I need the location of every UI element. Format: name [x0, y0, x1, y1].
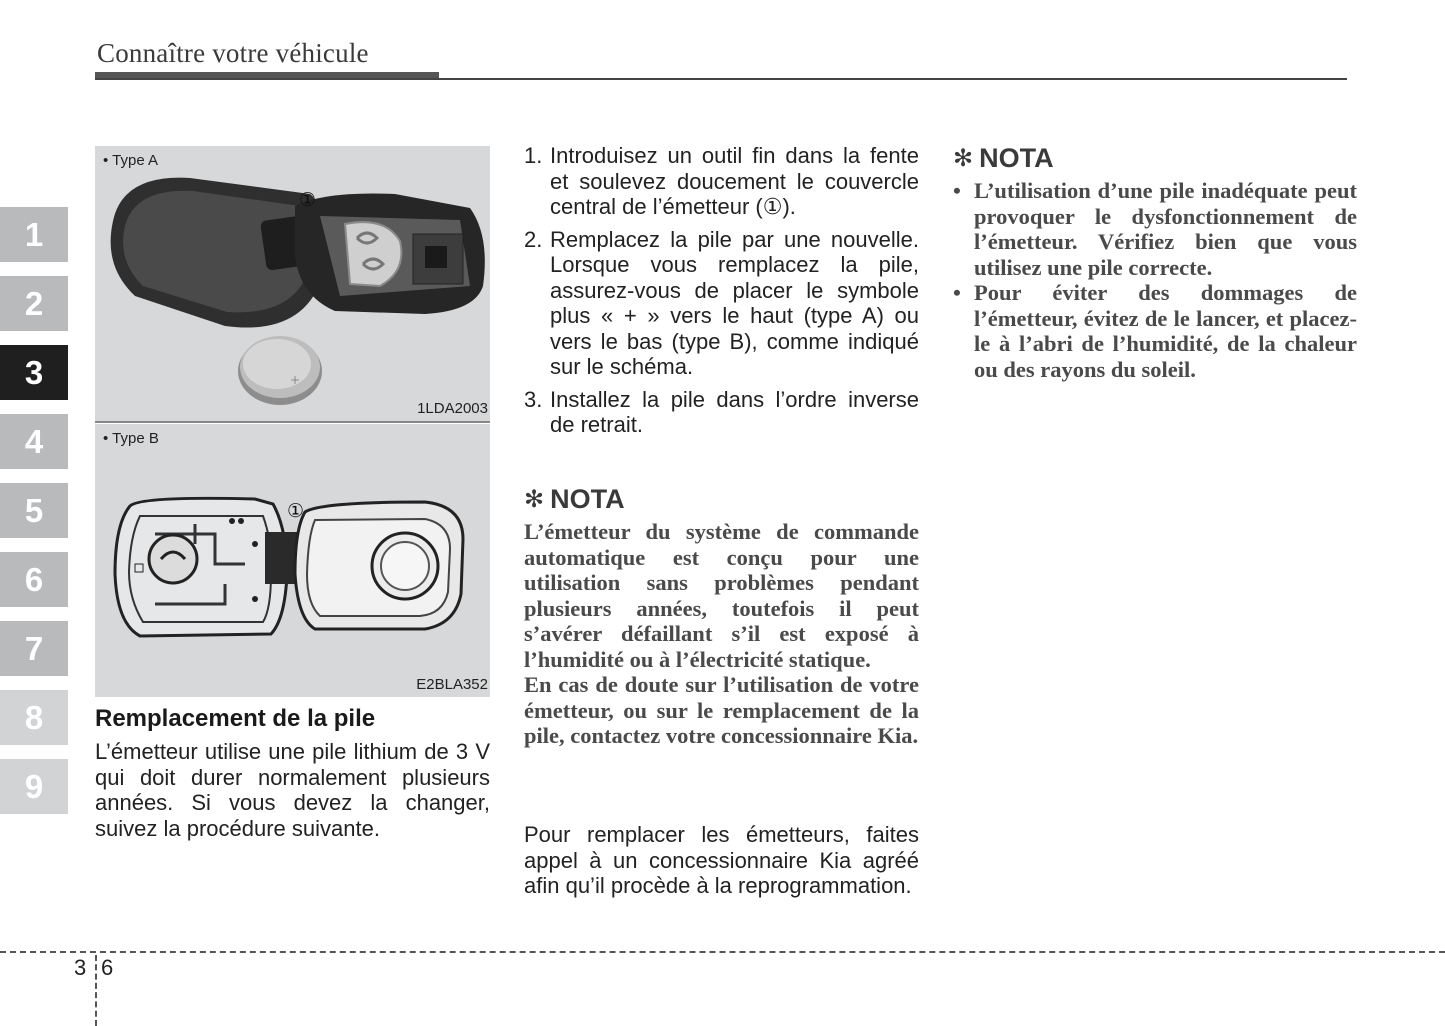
reprogramming-text: Pour remplacer les émetteurs, faites appel à un concessionnaire Kia agréé afin qu’il procède à la reprogrammation. — [524, 822, 919, 898]
nota-title-text: NOTA — [979, 143, 1054, 173]
battery-replacement-section — [95, 705, 490, 841]
header-rule — [95, 78, 1347, 80]
chapter-tab-6[interactable]: 6 — [0, 552, 68, 607]
nota-paragraph-1: L’émetteur du système de commande automatique est conçu pour une utilisation sans problèmes pendant plusieurs années, toutefois il peut s’avérer défaillant s’il est exposé à l’humidité ou à l’électricité statique. — [524, 519, 919, 672]
nota-bullet-text: L’utilisation d’une pile inadéquate peut provoquer le dysfonctionnement de l’émetteur. Vérifiez bien que vous utilisez une pile correcte. — [974, 178, 1357, 280]
page-number: 6 — [101, 955, 114, 980]
figure-a-code: 1LDA2003 — [417, 400, 488, 417]
chapter-tab-9[interactable]: 9 — [0, 759, 68, 814]
chapter-tab-7[interactable]: 7 — [0, 621, 68, 676]
step-2 — [524, 227, 919, 380]
nota-bullet-2 — [953, 280, 1357, 382]
figure-type-b — [95, 424, 490, 697]
figure-a-label: • Type A — [103, 152, 159, 169]
figure-b-label: • Type B — [103, 430, 159, 447]
figure-b-callout: ① — [287, 501, 305, 522]
step-number: 2. — [524, 226, 543, 252]
step-1 — [524, 143, 919, 220]
nota-title-text: NOTA — [550, 484, 625, 514]
nota-paragraph-2: En cas de doute sur l’utilisation de votre émetteur, ou sur le remplacement de la pile, contactez votre concessionnaire Kia. — [524, 672, 919, 748]
figure-a-callout: ① — [299, 190, 317, 211]
page-header-title: Connaître votre véhicule — [97, 38, 369, 68]
nota-title — [953, 143, 1357, 174]
svg-text:+: + — [290, 373, 301, 387]
key-fob-type-a-illustration — [95, 146, 490, 421]
asterisk-icon: ✻ — [953, 145, 974, 172]
chapter-tab-3[interactable]: 3 — [0, 345, 68, 400]
nota-bullet-1 — [953, 178, 1357, 280]
step-text: Remplacez la pile par une nouvelle. Lorsque vous remplacez la pile, assurez-vous de placer le symbole plus « + » vers le haut (type A) ou vers le bas (type B), comme indiqué sur le schéma. — [550, 226, 919, 379]
figure-divider — [95, 421, 490, 423]
key-fob-type-b-illustration — [95, 424, 490, 697]
page-chapter-number: 3 — [74, 955, 87, 980]
figure-b-code: E2BLA352 — [416, 676, 488, 693]
step-3 — [524, 387, 919, 438]
nota-box-right — [953, 143, 1357, 382]
nota-bullet-text: Pour éviter des dommages de l’émetteur, évitez de le lancer, et placez-le à l’abri de l’humidité, de la chaleur ou des rayons du soleil. — [974, 280, 1357, 382]
section-intro: L’émetteur utilise une pile lithium de 3 V qui doit durer normalement plusieurs années. Si vous devez la changer, suivez la procédure suivante. — [95, 739, 490, 841]
chapter-tab-8[interactable]: 8 — [0, 690, 68, 745]
chapter-tab-2[interactable]: 2 — [0, 276, 68, 331]
step-number: 3. — [524, 386, 543, 412]
reprogramming-paragraph — [524, 822, 919, 899]
chapter-tab-1[interactable]: 1 — [0, 207, 68, 262]
replacement-steps — [524, 143, 919, 445]
bullet-icon: • — [953, 280, 961, 305]
step-text: Installez la pile dans l’ordre inverse de retrait. — [550, 386, 919, 437]
bullet-icon: • — [953, 178, 961, 203]
step-text: Introduisez un outil fin dans la fente et soulevez doucement le couvercle central de l’émetteur (①). — [550, 143, 919, 219]
figure-type-a — [95, 146, 490, 421]
chapter-tab-5[interactable]: 5 — [0, 483, 68, 538]
step-number: 1. — [524, 143, 543, 168]
nota-title — [524, 484, 919, 515]
asterisk-icon: ✻ — [524, 486, 545, 513]
section-heading: Remplacement de la pile — [95, 705, 376, 732]
footer-rule — [0, 951, 1445, 953]
nota-box-middle — [524, 484, 919, 749]
footer-divider — [95, 955, 97, 1026]
chapter-tab-4[interactable]: 4 — [0, 414, 68, 469]
